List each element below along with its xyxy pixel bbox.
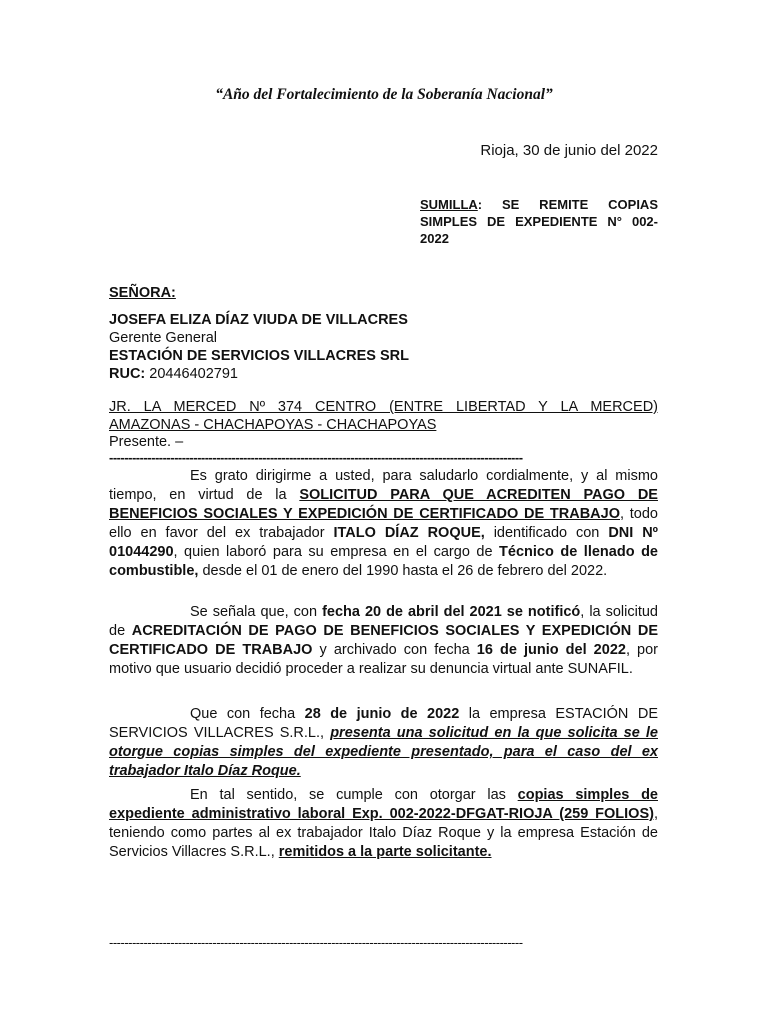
p2-text-1: Se señala que, con	[190, 604, 323, 620]
sumilla-text: : SE REMITE COPIAS SIMPLES DE EXPEDIENTE N° 002-2022	[420, 197, 658, 246]
recipient-name: JOSEFA ELIZA DÍAZ VIUDA DE VILLACRES	[109, 312, 408, 328]
p1-bold-3: DNI Nº 01044290	[109, 525, 658, 560]
p3-text-2: la empresa ESTACIÓN DE SERVICIOS VILLACRES S.R.L.,	[109, 706, 658, 741]
paragraph-4	[109, 786, 658, 862]
p1-bold-2: ITALO DÍAZ ROQUE,	[333, 525, 485, 541]
p4-text-1: En tal sentido, se cumple con otorgar las	[190, 787, 518, 803]
p4-bold-1: copias simples de expediente administrativo laboral Exp. 002-2022-DFGAT-RIOJA (259 FOLIOS)	[109, 787, 658, 822]
ruc-label: RUC:	[109, 366, 146, 382]
p4-bold-2: remitidos a la parte solicitante.	[278, 844, 492, 860]
p3-bold-1: 28 de junio de 2022	[304, 706, 460, 722]
p2-bold-2: ACREDITACIÓN DE PAGO DE BENEFICIOS SOCIALES Y EXPEDICIÓN DE CERTIFICADO DE TRABAJO	[109, 623, 658, 658]
p2-bold-3: 16 de junio del 2022	[476, 642, 626, 658]
p2-text-2: , la solicitud de	[109, 604, 658, 639]
p2-bold-1: fecha 20 de abril del 2021 se notificó	[322, 604, 581, 620]
paragraph-1	[109, 467, 658, 581]
recipient-position: Gerente General	[109, 330, 218, 346]
ruc-value: 20446402791	[145, 366, 238, 382]
p2-text-3: y archivado con fecha	[312, 642, 477, 658]
p4-text-2: , teniendo como partes al ex trabajador Italo Díaz Roque y la empresa Estación de Servicios Villacres S.R.L.,	[109, 806, 658, 860]
p3-bold-italic-1: presenta una solicitud en la que solicita se le otorgue copias simples del expediente presentado, para el caso del ex trabajador Italo Díaz Roque.	[109, 725, 658, 779]
document-date: Rioja, 30 de junio del 2022	[480, 142, 658, 159]
address-line-2: AMAZONAS - CHACHAPOYAS - CHACHAPOYAS	[109, 417, 437, 433]
presente-line: Presente. –	[109, 434, 184, 450]
address-line-1: JR. LA MERCED Nº 374 CENTRO (ENTRE LIBERTAD Y LA MERCED)	[109, 399, 658, 415]
p2-text-4: , por motivo que usuario decidió proceder a realizar su denuncia virtual ante SUNAFIL.	[109, 642, 659, 677]
recipient-company: ESTACIÓN DE SERVICIOS VILLACRES SRL	[109, 348, 409, 364]
p1-text-5: desde el 01 de enero del 1990 hasta el 26 de febrero del 2022.	[198, 563, 608, 579]
bottom-separator: ------------------------------------------------------------------------------------------------------------	[109, 936, 523, 950]
year-motto: “Año del Fortalecimiento de la Soberanía Nacional”	[215, 86, 553, 103]
recipient-ruc	[109, 365, 238, 383]
sumilla-label: SUMILLA	[420, 197, 478, 212]
p3-text-1: Que con fecha	[190, 706, 305, 722]
p1-text-4: , quien laboró para su empresa en el cargo de	[173, 544, 500, 560]
top-separator: ------------------------------------------------------------------------------------------------------------	[109, 451, 523, 465]
p1-text-1: Es grato dirigirme a usted, para saludarlo cordialmente, y al mismo tiempo, en virtud de la	[109, 468, 658, 503]
paragraph-2	[109, 603, 658, 679]
p1-bold-4: Técnico de llenado de combustible,	[109, 544, 658, 579]
sumilla-block	[420, 196, 658, 247]
salutation: SEÑORA:	[109, 285, 176, 301]
p1-bold-1: SOLICITUD PARA QUE ACREDITEN PAGO DE BENEFICIOS SOCIALES Y EXPEDICIÓN DE CERTIFICADO DE TRABAJO	[109, 487, 658, 522]
p1-text-2: , todo ello en favor del ex trabajador	[109, 506, 658, 541]
paragraph-3	[109, 705, 658, 781]
p1-text-3: identificado con	[484, 525, 609, 541]
